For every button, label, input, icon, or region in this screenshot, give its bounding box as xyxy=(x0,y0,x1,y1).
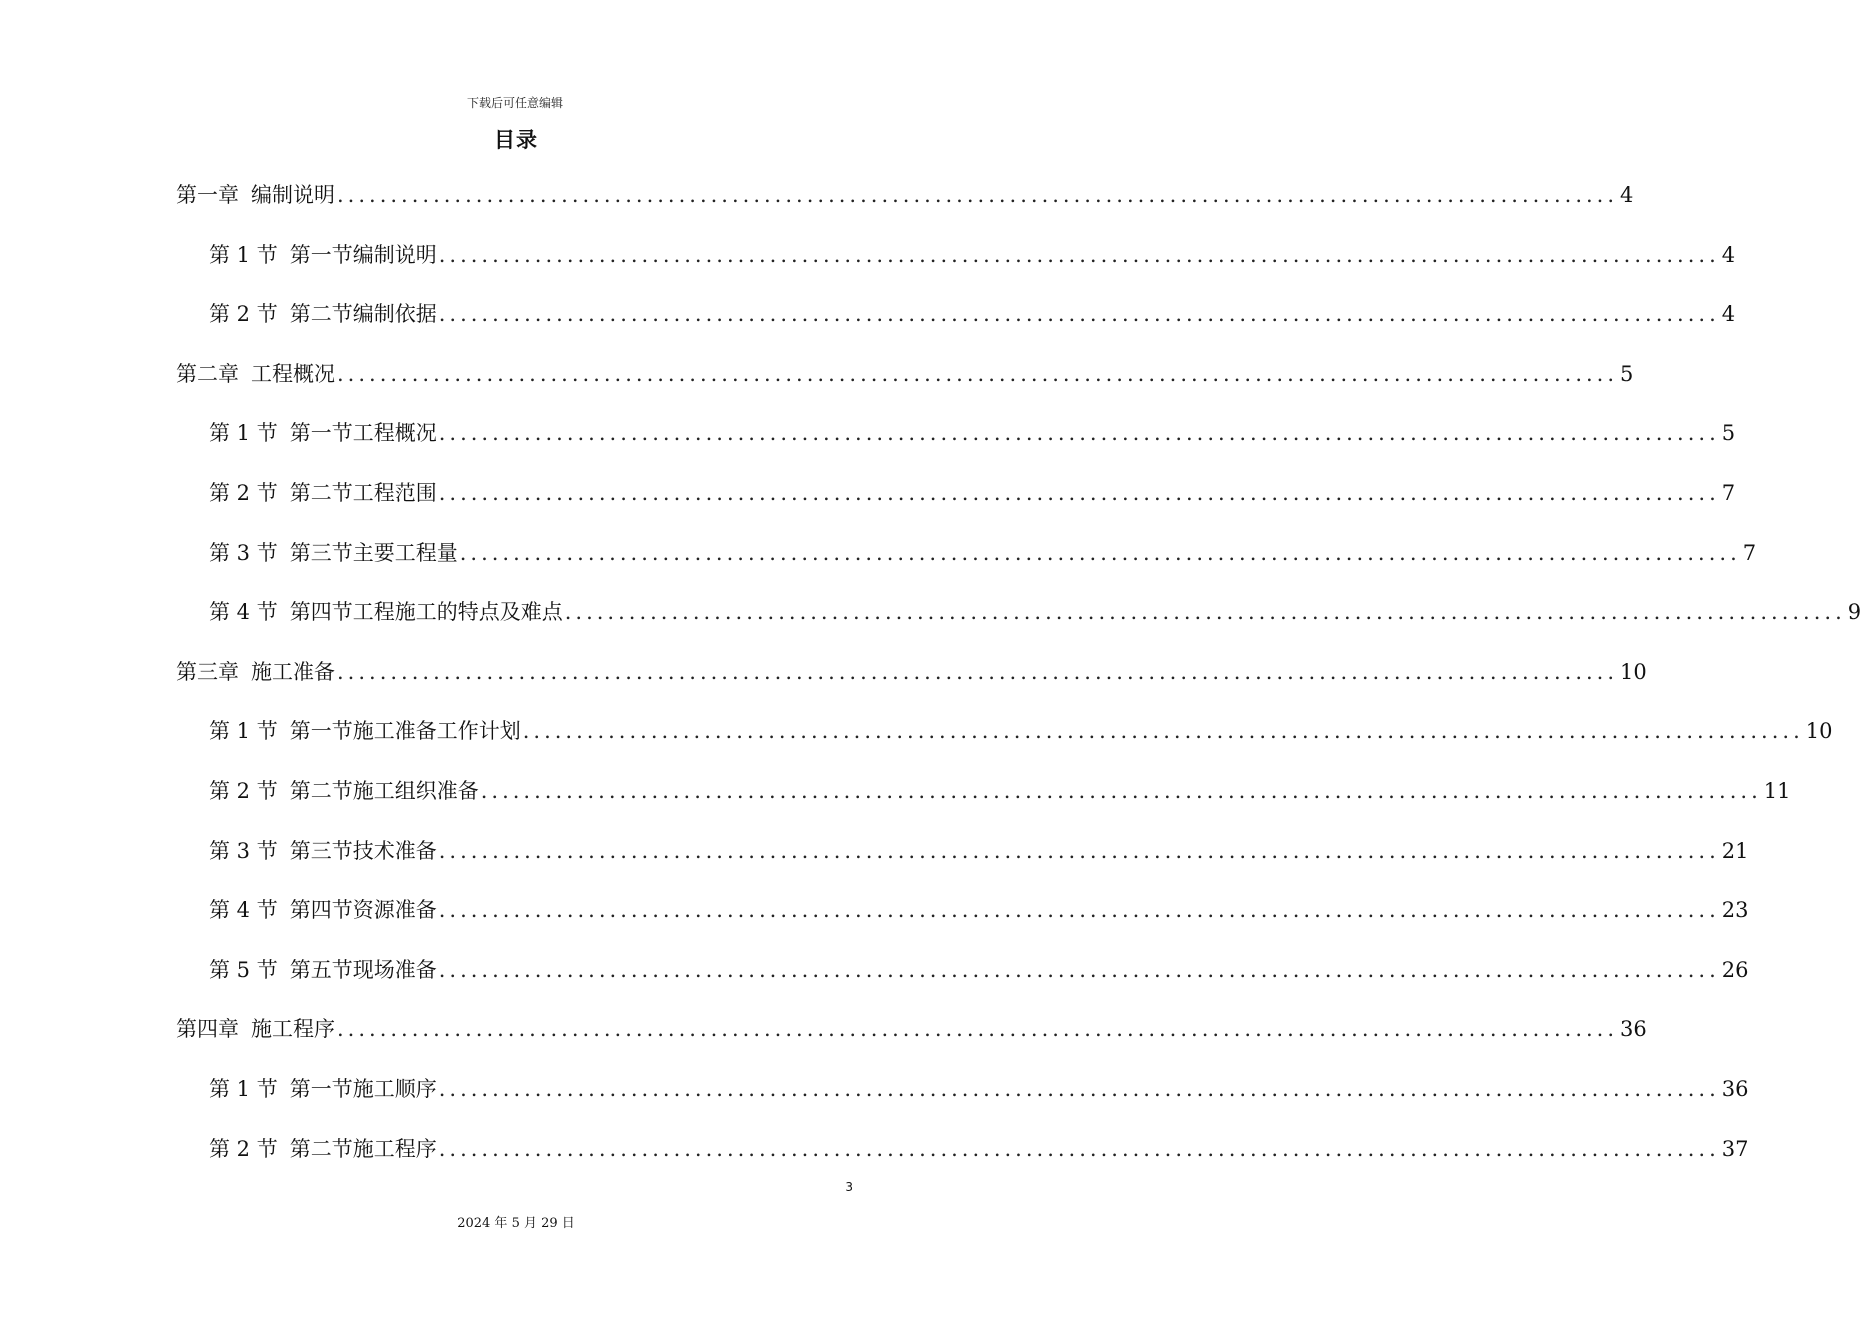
toc-entry-page: 7 xyxy=(1742,540,1757,565)
toc-section-entry[interactable] xyxy=(209,836,1749,866)
toc-entry-page: 37 xyxy=(1721,1136,1749,1161)
toc-entry-title: 第一节施工顺序 xyxy=(289,1077,437,1101)
toc-entry-number: 第四章 xyxy=(176,1017,239,1042)
toc-leader-dots: ........................................................................................................................ xyxy=(438,1077,1720,1101)
toc-leader-dots: ........................................................................................................................ xyxy=(438,1136,1720,1161)
toc-title: 目录 xyxy=(494,127,538,152)
toc-entry-label xyxy=(209,240,437,270)
toc-leader-dots: ........................................................................................................................ xyxy=(337,361,1619,386)
toc-leader-dots: ........................................................................................................................ xyxy=(438,302,1720,327)
toc-section-entry[interactable] xyxy=(209,955,1749,985)
toc-entry-number: 第 2 节 xyxy=(209,302,278,327)
toc-entry-label xyxy=(209,478,437,508)
toc-entry-page: 23 xyxy=(1721,898,1749,923)
toc-entry-title: 第四节资源准备 xyxy=(289,898,437,923)
toc-entry-page: 10 xyxy=(1620,659,1647,684)
toc-leader-dots: ........................................................................................................................ xyxy=(337,1017,1619,1042)
footer-date: 2024 年 5 月 29 日 xyxy=(457,1216,575,1231)
toc-entry-label xyxy=(209,1134,437,1164)
toc-entry-number: 第 1 节 xyxy=(209,1077,278,1101)
toc-entry-title: 第二节施工程序 xyxy=(289,1136,437,1161)
toc-entry-label xyxy=(176,180,335,210)
toc-entry-number: 第 1 节 xyxy=(209,719,278,744)
toc-entry-label xyxy=(176,359,335,389)
toc-entry-page: 36 xyxy=(1620,1017,1647,1042)
toc-entry-label xyxy=(176,1014,335,1044)
toc-entry-page: 36 xyxy=(1721,1077,1749,1101)
toc-entry-number: 第 3 节 xyxy=(209,540,278,565)
toc-entry-page: 7 xyxy=(1721,481,1736,505)
toc-leader-dots: ........................................................................................................................ xyxy=(480,779,1762,803)
toc-entry-title: 编制说明 xyxy=(251,183,335,207)
toc-entry-page: 9 xyxy=(1847,600,1861,625)
toc-leader-dots: ........................................................................................................................ xyxy=(438,838,1720,863)
toc-entry-number: 第一章 xyxy=(176,183,239,207)
toc-entry-page: 10 xyxy=(1805,719,1833,744)
toc-section-entry[interactable] xyxy=(209,1134,1749,1164)
toc-entry-title: 第一节工程概况 xyxy=(289,421,437,446)
toc-entry-title: 第二节编制依据 xyxy=(289,302,437,327)
toc-entry-label xyxy=(209,538,458,568)
toc-entry-number: 第 2 节 xyxy=(209,481,278,505)
toc-entry-page: 4 xyxy=(1721,302,1736,327)
toc-entry-page: 4 xyxy=(1721,242,1736,267)
toc-leader-dots: ........................................................................................................................ xyxy=(459,540,1741,565)
toc-entry-page: 21 xyxy=(1721,838,1749,863)
toc-entry-number: 第 3 节 xyxy=(209,838,278,863)
toc-entry-page: 5 xyxy=(1620,361,1634,386)
header-note: 下载后可任意编辑 xyxy=(466,96,563,110)
toc-entry-number: 第 4 节 xyxy=(209,600,278,625)
toc-section-entry[interactable] xyxy=(209,418,1736,448)
toc-entry-title: 第三节技术准备 xyxy=(289,838,437,863)
toc-entry-page: 4 xyxy=(1620,183,1634,207)
toc-leader-dots: ........................................................................................................................ xyxy=(337,659,1619,684)
toc-section-entry[interactable] xyxy=(209,776,1791,806)
toc-leader-dots: ........................................................................................................................ xyxy=(438,421,1720,446)
toc-entry-number: 第 1 节 xyxy=(209,242,278,267)
toc-leader-dots: ........................................................................................................................ xyxy=(438,242,1720,267)
toc-leader-dots: ........................................................................................................................ xyxy=(438,957,1720,982)
toc-entry-label xyxy=(209,776,479,806)
toc-leader-dots: ........................................................................................................................ xyxy=(522,719,1804,744)
toc-section-entry[interactable] xyxy=(209,597,1861,627)
toc-entry-title: 第一节编制说明 xyxy=(289,242,437,267)
toc-chapter-entry[interactable] xyxy=(176,180,1634,210)
toc-entry-title: 第四节工程施工的特点及难点 xyxy=(289,600,563,625)
toc-entry-number: 第 2 节 xyxy=(209,1136,278,1161)
toc-entry-number: 第 1 节 xyxy=(209,421,278,446)
toc-entry-label xyxy=(209,716,521,746)
toc-section-entry[interactable] xyxy=(209,716,1833,746)
toc-entry-label xyxy=(209,597,563,627)
toc-section-entry[interactable] xyxy=(209,299,1736,329)
toc-leader-dots: ........................................................................................................................ xyxy=(337,183,1619,207)
toc-entry-label xyxy=(209,895,437,925)
toc-section-entry[interactable] xyxy=(209,895,1749,925)
toc-section-entry[interactable] xyxy=(209,1074,1749,1104)
toc-entry-number: 第二章 xyxy=(176,361,239,386)
toc-leader-dots: ........................................................................................................................ xyxy=(438,898,1720,923)
toc-entry-number: 第 4 节 xyxy=(209,898,278,923)
page-number: 3 xyxy=(845,1180,853,1194)
toc-entry-label xyxy=(209,1074,437,1104)
toc-section-entry[interactable] xyxy=(209,478,1736,508)
toc-entry-title: 施工程序 xyxy=(251,1017,335,1042)
toc-entry-title: 第一节施工准备工作计划 xyxy=(289,719,521,744)
toc-leader-dots: ........................................................................................................................ xyxy=(564,600,1846,625)
toc-entry-number: 第 5 节 xyxy=(209,957,278,982)
toc-section-entry[interactable] xyxy=(209,538,1757,568)
toc-chapter-entry[interactable] xyxy=(176,657,1647,687)
toc-entry-label xyxy=(209,836,437,866)
toc-entry-title: 第三节主要工程量 xyxy=(289,540,458,565)
toc-chapter-entry[interactable] xyxy=(176,359,1634,389)
toc-entry-page: 26 xyxy=(1721,957,1749,982)
toc-section-entry[interactable] xyxy=(209,240,1736,270)
toc-entry-label xyxy=(209,418,437,448)
toc-entry-number: 第 2 节 xyxy=(209,779,278,803)
toc-entry-title: 施工准备 xyxy=(251,659,335,684)
toc-entry-title: 第五节现场准备 xyxy=(289,957,437,982)
toc-leader-dots: ........................................................................................................................ xyxy=(438,481,1720,505)
toc-chapter-entry[interactable] xyxy=(176,1014,1647,1044)
toc-entry-label xyxy=(176,657,335,687)
toc-entry-label xyxy=(209,955,437,985)
toc-entry-title: 第二节工程范围 xyxy=(289,481,437,505)
toc-entry-label xyxy=(209,299,437,329)
toc-entry-title: 第二节施工组织准备 xyxy=(289,779,479,803)
toc-entry-page: 5 xyxy=(1721,421,1736,446)
toc-entry-title: 工程概况 xyxy=(251,361,335,386)
toc-entry-number: 第三章 xyxy=(176,659,239,684)
toc-entry-page: 11 xyxy=(1763,779,1791,803)
